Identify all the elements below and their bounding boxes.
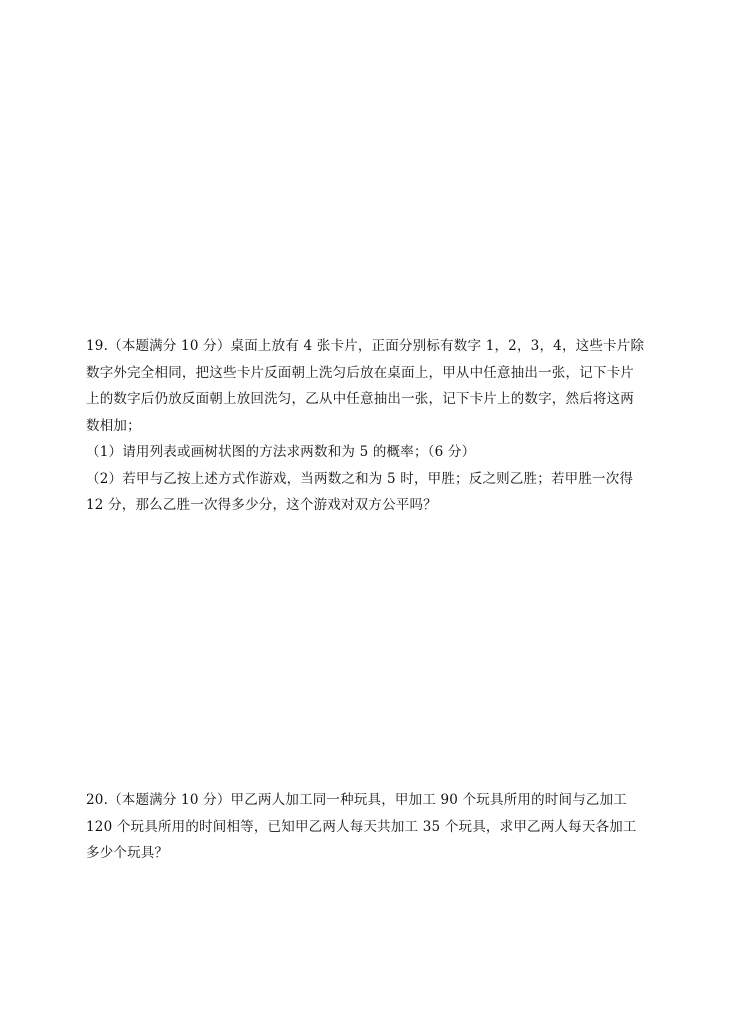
problem-19-line-2: 数字外完全相同，把这些卡片反面朝上洗匀后放在桌面上，甲从中任意抽出一张，记下卡片 bbox=[86, 364, 634, 381]
problem-19-part-1: （1）请用列表或画树状图的方法求两数和为 5 的概率；（6 分） bbox=[86, 444, 476, 460]
problem-19-line-4: 数相加； bbox=[86, 417, 141, 434]
problem-20-line-2: 120 个玩具所用的时间相等，已知甲乙两人每天共加工 35 个玩具，求甲乙两人每天各加工 bbox=[86, 818, 637, 835]
problem-20 bbox=[86, 787, 656, 867]
problem-19-part-2-cont: 12 分，那么乙胜一次得多少分，这个游戏对双方公平吗？ bbox=[86, 497, 437, 513]
problem-19-part-2: （2）若甲与乙按上述方式作游戏，当两数之和为 5 时，甲胜；反之则乙胜；若甲胜一次得 bbox=[86, 470, 634, 487]
problem-20-line-3: 多少个玩具？ bbox=[86, 845, 169, 861]
problem-19-line-1: 19.（本题满分 10 分）桌面上放有 4 张卡片，正面分别标有数字 1，2，3，4，这些卡片除 bbox=[86, 338, 645, 354]
problem-20-line-1: 20.（本题满分 10 分）甲乙两人加工同一种玩具，甲加工 90 个玩具所用的时间与乙加工 bbox=[86, 792, 627, 808]
problem-19-line-3: 上的数字后仍放反面朝上放回洗匀，乙从中任意抽出一张，记下卡片上的数字，然后将这两 bbox=[86, 391, 634, 407]
problem-19 bbox=[86, 333, 656, 519]
